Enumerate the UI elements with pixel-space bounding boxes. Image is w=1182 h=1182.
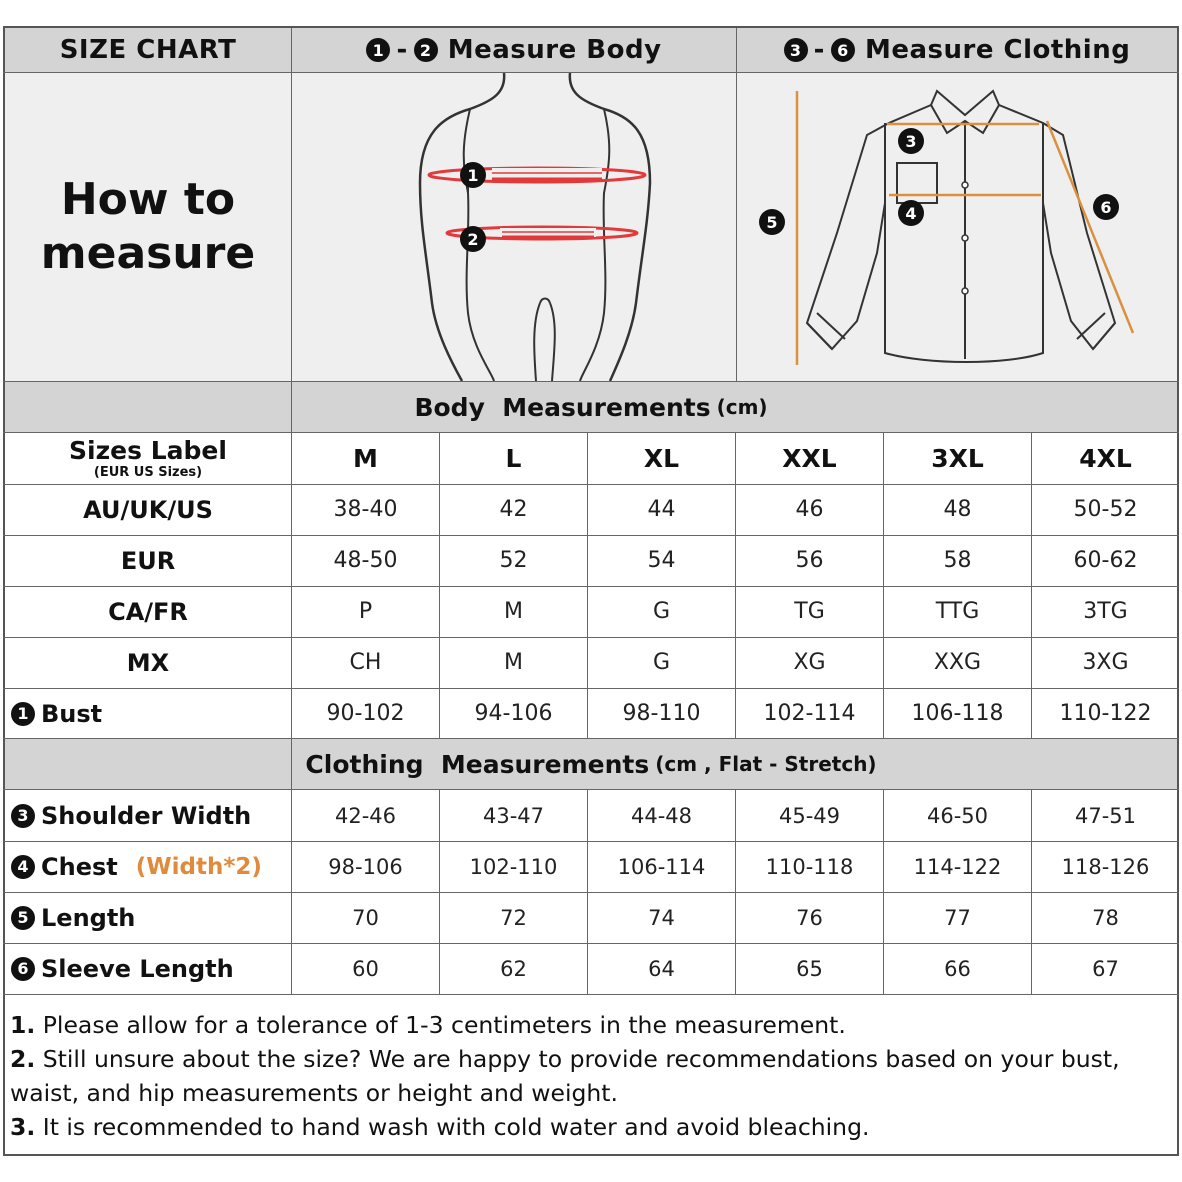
size-chart-heading: SIZE CHART [5,28,291,72]
measure-clothing-heading: 3 - 6 Measure Clothing [737,28,1177,72]
note-1: 1. Please allow for a tolerance of 1-3 centimeters in the measurement. [10,1011,846,1039]
clothing-cell: 102-110 [469,854,558,879]
grid-line [3,484,1179,485]
grid-line [3,72,1179,73]
grid-line [736,28,737,382]
grid-line [883,789,884,994]
clothing-cell: 98-106 [328,854,403,879]
grid-line [3,535,1179,536]
how-to-line-2: measure [40,228,256,279]
size-header-xxl: XXL [782,444,837,473]
clothing-row-label-text: Chest [41,852,118,881]
grid-line [3,637,1179,638]
body-cell: 56 [795,548,824,573]
clothing-marker-icon: 5 [11,906,35,930]
body-measurements-unit: (cm) [716,395,768,419]
size-header-xl: XL [643,444,680,473]
clothing-cell: 118-126 [1061,854,1150,879]
clothing-cell: 76 [796,905,823,930]
grid-line [3,688,1179,689]
body-cell: 94-106 [474,701,553,726]
clothing-cell: 110-118 [765,854,854,879]
clothing-row-label-text: Sleeve Length [41,954,234,983]
body-row-label-text: AU/UK/US [83,495,213,524]
clothing-cell: 67 [1092,956,1119,981]
body-cell: 46 [795,497,824,522]
grid-line [735,432,736,738]
measure-clothing-label: Measure Clothing [864,35,1131,65]
clothing-row-label-text: Shoulder Width [41,801,252,830]
body-measurements-heading [5,382,1177,432]
body-row-label [5,484,291,535]
clothing-marker-icon: 4 [11,855,35,879]
note-3: 3. It is recommended to hand wash with cold water and avoid bleaching. [10,1113,870,1141]
grid-line [587,432,588,738]
grid-line [1031,432,1032,738]
grid-line [291,28,292,994]
note-2: 2. Still unsure about the size? We are happy to provide recommendations based on your bust, waist, and hip measurements or height and weight. [10,1045,1120,1107]
body-row-label-text: CA/FR [108,597,188,626]
clothing-measurements-title: Clothing Measurements [305,749,650,779]
grid-line [3,892,1179,893]
body-cell: 44 [647,497,676,522]
grid-line [587,789,588,994]
clothing-marker-icon: 6 [11,957,35,981]
size-header-l: L [505,444,522,473]
marker-1: 1 [366,38,390,62]
clothing-row-label [5,892,291,943]
body-cell: 54 [647,548,676,573]
shirt-marker-3: 3 [905,132,917,151]
shirt-illustration [737,73,1177,381]
grid-line [3,586,1179,587]
clothing-cell: 42-46 [334,803,397,828]
marker-6: 6 [831,38,855,62]
clothing-cell: 62 [500,956,527,981]
grid-line [3,943,1179,944]
clothing-marker-icon: 3 [11,804,35,828]
body-cell: 42 [499,497,528,522]
clothing-row-label-text: Length [41,903,136,932]
clothing-cell: 106-114 [617,854,706,879]
body-cell: 3TG [1083,599,1128,624]
shirt-figure-panel [737,73,1177,381]
clothing-measurements-unit: (cm , Flat - Stretch) [655,752,877,776]
grid-line [883,432,884,738]
marker-2: 2 [414,38,438,62]
clothing-row-label [5,790,291,841]
body-cell: M [504,599,523,624]
grid-line [735,789,736,994]
clothing-cell: 72 [500,905,527,930]
clothing-row-label [5,841,291,892]
body-row-label-text: EUR [120,546,176,575]
clothing-cell: 114-122 [913,854,1002,879]
clothing-cell: 74 [648,905,675,930]
body-row-label [5,586,291,637]
measure-body-label: Measure Body [447,35,662,65]
grid-line [3,994,1179,995]
how-to-measure-panel [5,73,291,381]
sizes-label-title: Sizes Label [69,436,227,465]
shirt-marker-5: 5 [766,213,778,232]
grid-line [1031,789,1032,994]
clothing-cell: 64 [648,956,675,981]
clothing-measurements-heading [5,739,1177,789]
grid-line [3,789,1179,790]
body-cell: 58 [943,548,972,573]
grid-line [439,789,440,994]
clothing-cell: 43-47 [482,803,545,828]
grid-line [3,841,1179,842]
body-cell: M [504,650,523,675]
body-cell: 50-52 [1073,497,1138,522]
grid-line [439,432,440,738]
body-measurements-title: Body Measurements [414,392,711,422]
notes [10,1008,1170,1144]
body-row-label [5,535,291,586]
body-cell: 38-40 [333,497,398,522]
body-marker-1-text: 1 [467,166,479,185]
bust-marker-icon: 1 [11,702,35,726]
body-row-label [5,637,291,688]
body-cell: TTG [935,599,980,624]
clothing-cell: 45-49 [778,803,841,828]
grid-line [3,738,1179,739]
measure-body-heading: 1 - 2 Measure Body [292,28,736,72]
body-row-label-text: Bust [41,699,103,728]
body-figure-panel [292,73,736,381]
body-cell: XXG [933,650,982,675]
clothing-cell: 47-51 [1074,803,1137,828]
body-cell: 60-62 [1073,548,1138,573]
body-cell: G [652,599,671,624]
body-marker-2-text: 2 [467,230,479,249]
size-header-3xl: 3XL [931,444,984,473]
body-cell: 102-114 [763,701,856,726]
grid-line [3,381,1179,382]
chest-width-note: (Width*2) [135,853,262,880]
body-cell: 98-110 [622,701,701,726]
size-header-m: M [353,444,378,473]
shirt-marker-4: 4 [905,204,917,223]
clothing-cell: 78 [1092,905,1119,930]
body-cell: 110-122 [1059,701,1152,726]
clothing-cell: 60 [352,956,379,981]
body-row-label [5,688,291,739]
body-cell: P [358,599,373,624]
body-cell: TG [794,599,825,624]
body-cell: 106-118 [911,701,1004,726]
body-cell: 48 [943,497,972,522]
body-cell: 52 [499,548,528,573]
sizes-label-sub: (EUR US Sizes) [93,465,203,480]
body-cell: CH [349,650,382,675]
shirt-marker-6: 6 [1100,198,1112,217]
clothing-cell: 44-48 [630,803,693,828]
clothing-cell: 65 [796,956,823,981]
sizes-label-cell [5,433,291,484]
body-silhouette-illustration [292,73,736,381]
clothing-cell: 77 [944,905,971,930]
clothing-cell: 70 [352,905,379,930]
body-cell: G [652,650,671,675]
clothing-cell: 66 [944,956,971,981]
clothing-cell: 46-50 [926,803,989,828]
body-cell: XG [793,650,826,675]
grid-line [3,432,1179,433]
body-cell: 48-50 [333,548,398,573]
body-row-label-text: MX [126,648,170,677]
size-header-4xl: 4XL [1079,444,1132,473]
marker-3: 3 [784,38,808,62]
body-cell: 90-102 [326,701,405,726]
how-to-line-1: How to [60,174,236,225]
body-cell: 3XG [1082,650,1129,675]
clothing-row-label [5,943,291,994]
